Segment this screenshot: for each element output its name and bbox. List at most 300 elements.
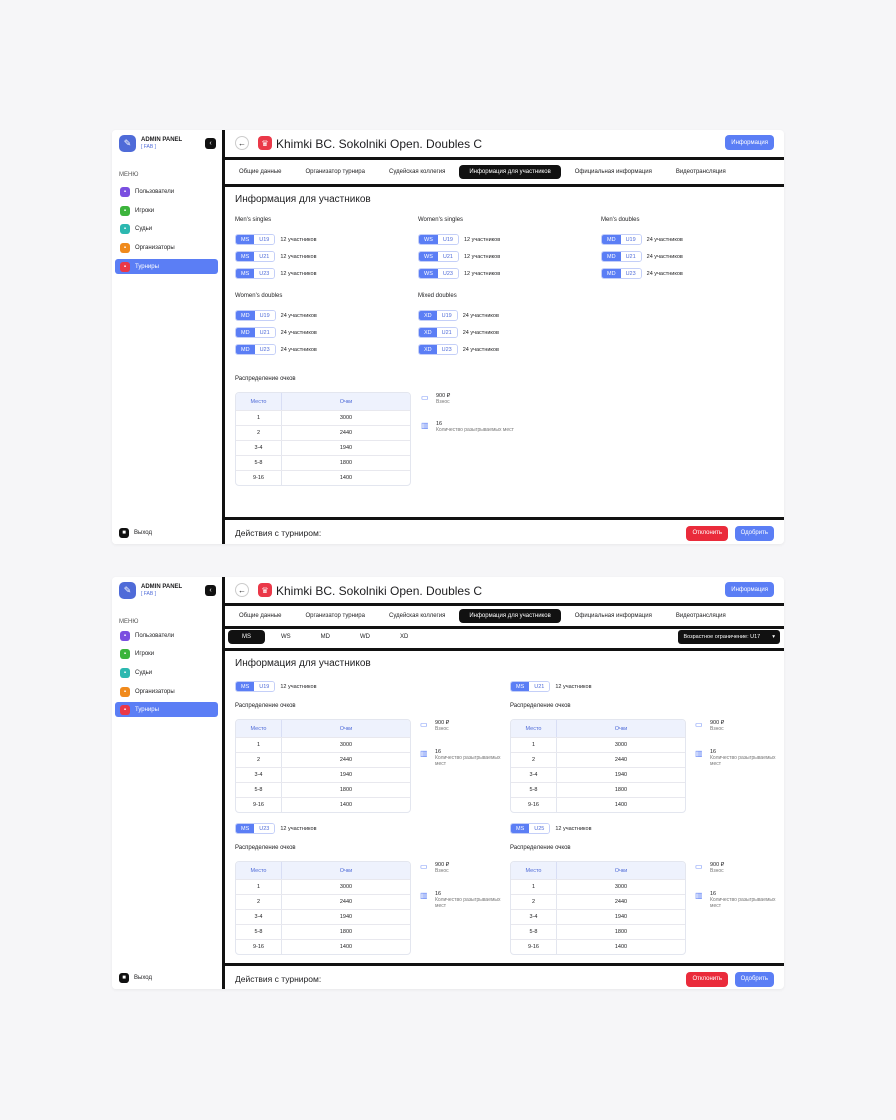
fee-label: Взнос xyxy=(435,726,449,732)
tab-organizer[interactable]: Организатор турнира xyxy=(305,169,365,175)
back-arrow-icon[interactable]: ← xyxy=(235,136,249,150)
points-cell: 2440 xyxy=(281,426,410,440)
points-cell: 1940 xyxy=(281,441,410,455)
category-pill[interactable] xyxy=(510,823,550,834)
category-row xyxy=(510,681,592,692)
fee-label: Взнос xyxy=(710,868,724,874)
admin-window-detail xyxy=(112,577,784,989)
points-table xyxy=(510,719,686,813)
logout-label: Выход xyxy=(134,530,152,536)
page-header xyxy=(225,577,784,603)
places-stat xyxy=(420,749,505,767)
places-value: 16 xyxy=(710,749,717,755)
participants-count: 12 участников xyxy=(280,683,317,690)
sidebar-item-label: Турниры xyxy=(135,706,159,713)
category-code: MD xyxy=(236,328,255,337)
caret-down-icon: ▾ xyxy=(772,634,775,640)
points-cell: 1400 xyxy=(281,798,410,812)
admin-window-overview xyxy=(112,130,784,544)
age-code: U21 xyxy=(621,252,641,261)
participants-count: 12 участников xyxy=(280,253,317,260)
brand-subtitle: [ FAB ] xyxy=(141,143,157,150)
category-code: MD xyxy=(236,311,255,320)
age-code: U19 xyxy=(437,311,457,320)
age-code: U23 xyxy=(254,824,274,833)
sidebar-item-users[interactable] xyxy=(115,628,218,643)
collapse-sidebar-icon[interactable]: ‹ xyxy=(205,585,216,596)
table-row xyxy=(236,425,410,440)
reject-button[interactable]: Отклонить xyxy=(686,972,728,987)
podium-icon: ▥ xyxy=(420,891,428,900)
category-code: XD xyxy=(419,345,437,354)
category-pill[interactable] xyxy=(418,251,459,262)
category-code: MS xyxy=(236,252,254,261)
sidebar-item-players[interactable] xyxy=(115,646,218,661)
divider xyxy=(225,963,784,966)
logout-button[interactable] xyxy=(119,528,152,538)
category-row xyxy=(510,823,592,834)
main-content xyxy=(225,577,784,989)
category-row xyxy=(418,310,499,321)
places-label: Количество разыгрываемых мест xyxy=(710,897,776,909)
category-code: XD xyxy=(419,311,437,320)
tab-general[interactable]: Общие данные xyxy=(239,613,282,619)
points-cell: 2440 xyxy=(281,895,410,909)
subtab-md[interactable]: MD xyxy=(320,634,331,640)
participants-count: 24 участников xyxy=(280,346,317,353)
tab-video[interactable]: Видеотрансляция xyxy=(675,169,726,175)
place-cell: 3-4 xyxy=(254,914,263,920)
category-row xyxy=(235,310,317,321)
participants-count: 12 участников xyxy=(280,825,317,832)
place-cell: 3-4 xyxy=(529,772,538,778)
table-row xyxy=(236,909,410,924)
age-code: U23 xyxy=(438,269,458,278)
place-cell: 5-8 xyxy=(254,460,263,466)
fee-stat xyxy=(420,720,449,732)
points-cell: 2440 xyxy=(281,753,410,767)
points-cell: 1400 xyxy=(556,798,685,812)
column-header: Очки xyxy=(556,720,685,737)
places-label: Количество разыгрываемых мест xyxy=(435,897,501,909)
column-header: Очки xyxy=(281,720,410,737)
places-value: 16 xyxy=(435,891,442,897)
category-code: MD xyxy=(602,269,621,278)
category-code: MS xyxy=(511,824,529,833)
category-pill[interactable] xyxy=(235,310,276,321)
category-row xyxy=(235,823,317,834)
tab-bar xyxy=(225,605,784,627)
sidebar-item-label: Игроки xyxy=(135,207,155,214)
category-pill[interactable] xyxy=(235,681,275,692)
category-pill[interactable] xyxy=(418,310,458,321)
category-row xyxy=(601,268,683,279)
column-header: Место xyxy=(250,398,267,405)
sidebar xyxy=(112,577,222,989)
divider xyxy=(225,517,784,520)
place-cell: 2 xyxy=(256,899,261,905)
sidebar-item-organizers[interactable] xyxy=(115,684,218,699)
category-row xyxy=(418,327,499,338)
points-cell: 1800 xyxy=(556,925,685,939)
age-filter-value: Возрастное ограничение: U17 xyxy=(683,634,761,640)
fee-stat xyxy=(420,862,449,874)
points-cell: 1800 xyxy=(556,783,685,797)
table-header xyxy=(236,720,410,737)
divider xyxy=(225,648,784,651)
reject-button[interactable]: Отклонить xyxy=(686,526,728,541)
sidebar-item-judges[interactable] xyxy=(115,665,218,680)
podium-icon: ▥ xyxy=(421,421,429,430)
sidebar-item-label: Организаторы xyxy=(135,688,175,695)
place-cell: 1 xyxy=(256,884,261,890)
table-header xyxy=(236,393,410,410)
points-cell: 3000 xyxy=(556,880,685,894)
fee-value: 900 ₽ xyxy=(710,720,725,726)
age-code: U23 xyxy=(437,345,457,354)
points-cell: 3000 xyxy=(281,738,410,752)
podium-icon: ▥ xyxy=(695,891,703,900)
sidebar-item-organizers[interactable] xyxy=(115,240,218,255)
table-row xyxy=(236,939,410,954)
category-pill[interactable] xyxy=(601,268,642,279)
subtab-xd[interactable]: XD xyxy=(400,634,409,640)
place-cell: 1 xyxy=(256,415,261,421)
column-header: Очки xyxy=(281,862,410,879)
sidebar-item-label: Пользователи xyxy=(135,632,175,639)
page-title: Khimki BC. Sokolniki Open. Doubles C xyxy=(276,584,483,598)
category-pill[interactable] xyxy=(418,344,458,355)
tab-organizer[interactable]: Организатор турнира xyxy=(305,613,365,619)
table-row xyxy=(236,410,410,425)
fee-stat xyxy=(695,862,724,874)
players-icon: ▪ xyxy=(120,206,130,216)
table-row xyxy=(236,752,410,767)
subtab-wd[interactable]: WD xyxy=(360,634,371,640)
logout-icon: ■ xyxy=(119,973,129,983)
age-code: U19 xyxy=(621,235,641,244)
back-arrow-icon[interactable]: ← xyxy=(235,583,249,597)
participants-count: 24 участников xyxy=(280,312,317,319)
actions-bar xyxy=(225,967,784,989)
sidebar-item-label: Пользователи xyxy=(135,188,175,195)
logout-button[interactable] xyxy=(119,973,152,983)
tab-official-info[interactable]: Официальная информация xyxy=(574,169,652,175)
category-pill[interactable] xyxy=(235,234,275,245)
age-code: U19 xyxy=(438,235,458,244)
organizers-icon: ▪ xyxy=(120,687,130,697)
points-table xyxy=(510,861,686,955)
age-code: U21 xyxy=(529,682,549,691)
points-cell: 3000 xyxy=(281,880,410,894)
places-stat xyxy=(695,891,780,909)
participants-count: 24 участников xyxy=(646,253,683,260)
group-title: Women's singles xyxy=(418,217,464,223)
fee-stat xyxy=(421,393,450,405)
users-icon: ▪ xyxy=(120,187,130,197)
approve-button[interactable]: Одобрить xyxy=(735,972,774,987)
participants-count: 12 участников xyxy=(280,270,317,277)
age-code: U23 xyxy=(255,345,275,354)
category-row xyxy=(235,234,317,245)
place-cell: 5-8 xyxy=(529,929,538,935)
sidebar-item-users[interactable] xyxy=(115,184,218,199)
table-row xyxy=(236,797,410,812)
place-cell: 2 xyxy=(531,757,536,763)
participants-count: 12 участников xyxy=(463,270,501,277)
points-cell: 3000 xyxy=(281,411,410,425)
participants-count: 24 участников xyxy=(462,312,499,319)
participants-count: 24 участников xyxy=(280,329,317,336)
age-code: U19 xyxy=(254,682,274,691)
sidebar-item-label: Судьи xyxy=(135,225,153,232)
place-cell: 5-8 xyxy=(254,787,263,793)
category-pill[interactable] xyxy=(235,344,276,355)
actions-bar xyxy=(225,521,784,544)
fee-label: Взнос xyxy=(710,726,724,732)
category-pill[interactable] xyxy=(418,327,458,338)
category-row xyxy=(235,251,317,262)
table-header xyxy=(511,720,685,737)
organizers-icon: ▪ xyxy=(120,243,130,253)
info-button[interactable]: Информация xyxy=(725,135,774,150)
points-cell: 2440 xyxy=(556,895,685,909)
age-code: U21 xyxy=(437,328,457,337)
category-row xyxy=(601,251,683,262)
subtab-ws[interactable]: WS xyxy=(281,634,291,640)
sidebar-item-label: Судьи xyxy=(135,669,153,676)
sidebar-item-label: Организаторы xyxy=(135,244,175,251)
age-code: U19 xyxy=(254,235,274,244)
brand-title: ADMIN PANEL xyxy=(141,136,183,143)
places-value: 16 xyxy=(436,421,443,427)
sidebar-item-label: Турниры xyxy=(135,263,159,270)
brand-title: ADMIN PANEL xyxy=(141,583,183,590)
table-row xyxy=(511,894,685,909)
points-cell: 1800 xyxy=(281,456,410,470)
trophy-icon: ♛ xyxy=(258,136,272,150)
logout-icon: ■ xyxy=(119,528,129,538)
subtab-ms[interactable]: MS xyxy=(228,630,265,644)
category-pill[interactable] xyxy=(235,251,275,262)
points-cell: 1800 xyxy=(281,783,410,797)
participants-count: 12 участников xyxy=(463,236,501,243)
table-row xyxy=(236,737,410,752)
category-pill[interactable] xyxy=(601,251,642,262)
menu-heading: МЕНЮ xyxy=(119,619,139,625)
shuttlecock-logo-icon: ✎ xyxy=(119,135,136,152)
tab-participants-info[interactable]: Информация для участников xyxy=(459,609,560,623)
info-button[interactable]: Информация xyxy=(725,582,774,597)
category-code: WS xyxy=(419,235,438,244)
place-cell: 9-16 xyxy=(527,802,539,808)
table-row xyxy=(236,924,410,939)
actions-title: Действия с турниром: xyxy=(235,528,322,538)
fee-value: 900 ₽ xyxy=(435,862,450,868)
category-pill[interactable] xyxy=(235,268,275,279)
category-code: MS xyxy=(236,235,254,244)
place-cell: 5-8 xyxy=(529,787,538,793)
money-icon: ▭ xyxy=(695,862,703,871)
points-cell: 2440 xyxy=(556,753,685,767)
table-row xyxy=(511,924,685,939)
place-cell: 1 xyxy=(256,742,261,748)
column-header: Место xyxy=(525,867,542,874)
participants-count: 24 участников xyxy=(462,346,499,353)
age-filter-select[interactable] xyxy=(678,630,780,644)
place-cell: 2 xyxy=(256,430,261,436)
points-title: Распределение очков xyxy=(510,845,571,851)
category-row xyxy=(418,344,499,355)
points-cell: 1400 xyxy=(281,940,410,954)
age-code: U25 xyxy=(529,824,549,833)
points-table xyxy=(235,392,411,486)
participants-count: 24 участников xyxy=(646,270,683,277)
place-cell: 3-4 xyxy=(254,772,263,778)
category-row xyxy=(235,681,317,692)
category-pill[interactable] xyxy=(601,234,642,245)
approve-button[interactable]: Одобрить xyxy=(735,526,774,541)
table-row xyxy=(511,752,685,767)
place-cell: 3-4 xyxy=(529,914,538,920)
participants-count: 12 участников xyxy=(555,683,592,690)
tab-participants-info[interactable]: Информация для участников xyxy=(459,165,560,179)
category-code: MD xyxy=(602,235,621,244)
points-table xyxy=(235,861,411,955)
place-cell: 1 xyxy=(531,742,536,748)
sidebar-item-players[interactable] xyxy=(115,203,218,218)
category-row xyxy=(418,234,500,245)
sidebar-item-tournaments[interactable] xyxy=(115,259,218,274)
category-row xyxy=(235,327,317,338)
age-code: U19 xyxy=(255,311,275,320)
tab-judges[interactable]: Судейская коллегия xyxy=(388,613,446,619)
category-pill[interactable] xyxy=(510,681,550,692)
brand-subtitle: [ FAB ] xyxy=(141,590,157,597)
place-cell: 9-16 xyxy=(252,475,264,481)
column-header: Место xyxy=(250,725,267,732)
tab-video[interactable]: Видеотрансляция xyxy=(675,613,726,619)
fee-value: 900 ₽ xyxy=(436,393,451,399)
sidebar xyxy=(112,130,222,544)
players-icon: ▪ xyxy=(120,649,130,659)
participants-count: 12 участников xyxy=(463,253,501,260)
table-row xyxy=(236,440,410,455)
points-cell: 1400 xyxy=(281,471,410,485)
places-stat xyxy=(420,891,505,909)
table-row xyxy=(236,767,410,782)
category-code: XD xyxy=(419,328,437,337)
category-row xyxy=(235,268,317,279)
table-header xyxy=(236,862,410,879)
tab-judges[interactable]: Судейская коллегия xyxy=(388,169,446,175)
points-cell: 3000 xyxy=(556,738,685,752)
shuttlecock-logo-icon: ✎ xyxy=(119,582,136,599)
section-title: Информация для участников xyxy=(235,194,371,205)
group-title: Mixed doubles xyxy=(418,293,457,299)
place-cell: 1 xyxy=(531,884,536,890)
category-code: MS xyxy=(236,269,254,278)
category-pill[interactable] xyxy=(235,823,275,834)
category-pill[interactable] xyxy=(418,234,459,245)
category-code: WS xyxy=(419,252,438,261)
sidebar-item-tournaments[interactable] xyxy=(115,702,218,717)
column-header: Очки xyxy=(556,862,685,879)
table-row xyxy=(236,782,410,797)
points-table xyxy=(235,719,411,813)
participants-count: 12 участников xyxy=(280,236,317,243)
podium-icon: ▥ xyxy=(695,749,703,758)
points-title: Распределение очков xyxy=(235,703,296,709)
category-code: MS xyxy=(236,824,254,833)
place-cell: 9-16 xyxy=(252,802,264,808)
fee-value: 900 ₽ xyxy=(710,862,725,868)
places-stat xyxy=(695,749,780,767)
places-value: 16 xyxy=(435,749,442,755)
places-value: 16 xyxy=(710,891,717,897)
points-cell: 1940 xyxy=(281,768,410,782)
sidebar-item-judges[interactable] xyxy=(115,221,218,236)
group-title: Men's singles xyxy=(235,217,272,223)
table-row xyxy=(511,939,685,954)
tab-general[interactable]: Общие данные xyxy=(239,169,282,175)
brand xyxy=(119,582,182,599)
table-row xyxy=(511,782,685,797)
users-icon: ▪ xyxy=(120,631,130,641)
place-cell: 9-16 xyxy=(252,944,264,950)
points-title: Распределение очков xyxy=(235,376,296,382)
places-label: Количество разыгрываемых мест xyxy=(435,755,501,767)
podium-icon: ▥ xyxy=(420,749,428,758)
place-cell: 5-8 xyxy=(254,929,263,935)
group-title: Women's doubles xyxy=(235,293,283,299)
category-code: MS xyxy=(511,682,529,691)
fee-label: Взнос xyxy=(435,868,449,874)
points-cell: 1400 xyxy=(556,940,685,954)
points-title: Распределение очков xyxy=(510,703,571,709)
fee-label: Взнос xyxy=(436,399,450,405)
category-code: WS xyxy=(419,269,438,278)
category-row xyxy=(418,251,500,262)
participants-count: 24 участников xyxy=(646,236,683,243)
category-pill[interactable] xyxy=(235,327,276,338)
column-header: Место xyxy=(250,867,267,874)
judges-icon: ▪ xyxy=(120,224,130,234)
main-content xyxy=(225,130,784,544)
menu-heading: МЕНЮ xyxy=(119,172,139,178)
points-title: Распределение очков xyxy=(235,845,296,851)
place-cell: 2 xyxy=(256,757,261,763)
money-icon: ▭ xyxy=(421,393,429,402)
table-row xyxy=(236,455,410,470)
page-title: Khimki BC. Sokolniki Open. Doubles C xyxy=(276,137,483,151)
place-cell: 9-16 xyxy=(527,944,539,950)
category-tabs xyxy=(225,627,784,647)
trophy-icon: ▪ xyxy=(120,262,130,272)
collapse-sidebar-icon[interactable]: ‹ xyxy=(205,138,216,149)
places-label: Количество разыгрываемых мест xyxy=(710,755,776,767)
places-stat xyxy=(421,421,514,433)
table-header xyxy=(511,862,685,879)
category-pill[interactable] xyxy=(418,268,459,279)
place-cell: 3-4 xyxy=(254,445,263,451)
column-header: Место xyxy=(525,725,542,732)
brand xyxy=(119,135,182,152)
tab-official-info[interactable]: Официальная информация xyxy=(574,613,652,619)
place-cell: 2 xyxy=(531,899,536,905)
category-row xyxy=(601,234,683,245)
divider xyxy=(225,157,784,160)
